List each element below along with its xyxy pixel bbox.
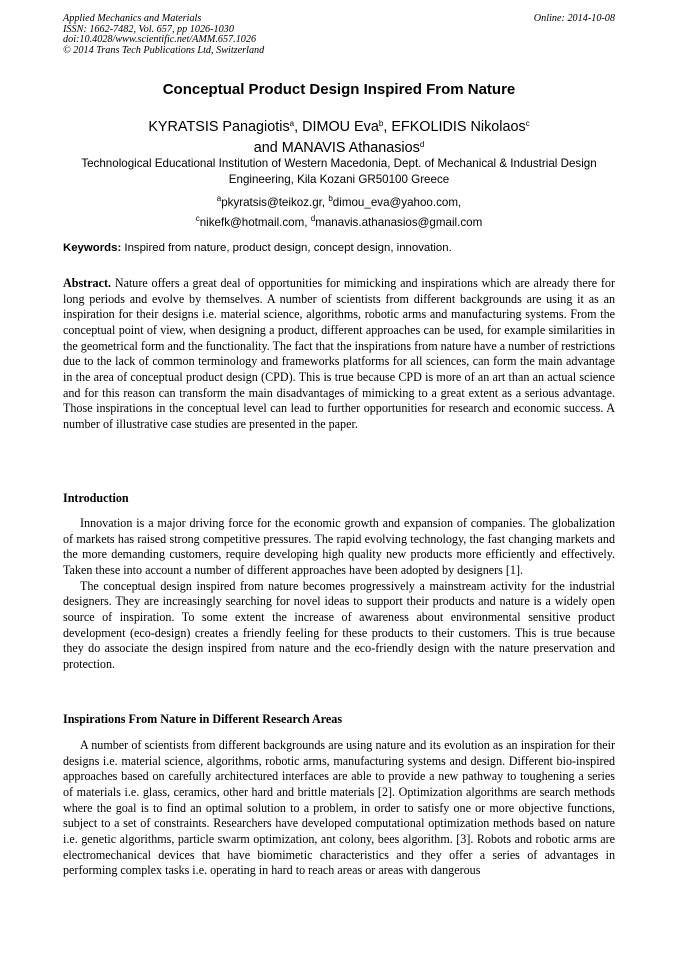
email-address: dimou_eva@yahoo.com <box>332 196 458 209</box>
author-list <box>0 115 678 157</box>
email-separator: , <box>458 196 462 209</box>
paragraph: The conceptual design inspired from nature becomes progressively a mainstream activity for the industrial designers. They are increasingly searching for novel ideas to support their products and nature is a widely open source of inspiration. To some extent the increase of awareness about environmental sensitive product development (eco-design) creates a friendly feeling for these products to their customers. This is true because they do associate the design inspired from nature and the eco-friendly design with the nature preservation and protection. <box>63 578 615 671</box>
section-heading-inspirations: Inspirations From Nature in Different Research Areas <box>63 712 343 726</box>
author-name: EFKOLIDIS Nikolaos <box>391 119 526 135</box>
author-name: DIMOU Eva <box>302 119 379 135</box>
email-address: nikefk@hotmail.com <box>199 216 305 229</box>
author-separator: , <box>383 119 392 135</box>
author-separator: , <box>294 119 303 135</box>
affiliation: Technological Educational Institution of Western Macedonia, Dept. of Mechanical & Industrial Design Engineering, Kila Kozani GR50100 Greece <box>81 157 597 186</box>
online-date: Online: 2014-10-08 <box>533 13 615 24</box>
doi-line: doi:10.4028/www.scientific.net/AMM.657.1026 <box>63 34 257 46</box>
author-name: MANAVIS Athanasios <box>281 140 420 156</box>
email-mark: b <box>328 194 333 203</box>
keywords-label: Keywords: <box>63 242 122 254</box>
author-and: and <box>253 140 282 156</box>
abstract-text: Nature offers a great deal of opportunities for mimicking and inspirations which are already there for long periods and evolve by themselves. A number of scientists from different backgrounds are using it as an inspiration for their designs i.e. material science, algorithms, robotic arms and manufacturing systems. From the conceptual point of view, when designing a product, different approaches can be used, for example similarities in the geometrical form and the functionality. The fact that the inspirations from nature have a number of restrictions due to the lack of common terminology and frameworks platforms for all sciences, can form the main advantage in the area of conceptual product design (CPD). This is true because CPD is more of an art than an actual science and for this reason can transform the main disadvantages of mimicking to a great extent as a serious advantage. Those inspirations in the conceptual level can lead to further opportunities for research and economic success. A number of illustrative case studies are presented in the paper. <box>63 276 615 431</box>
email-separator: , <box>321 196 329 209</box>
section-heading-introduction: Introduction <box>63 491 129 505</box>
author-name: KYRATSIS Panagiotis <box>148 119 290 135</box>
email-address: manavis.athanasios@gmail.com <box>315 216 483 229</box>
journal-name: Applied Mechanics and Materials <box>63 13 202 24</box>
email-mark: d <box>310 214 316 223</box>
author-line-2 <box>0 136 678 157</box>
email-list <box>63 191 615 231</box>
email-line-1 <box>63 191 615 211</box>
paper-title: Conceptual Product Design Inspired From Nature <box>162 81 516 98</box>
email-line-2 <box>63 211 615 231</box>
keywords-text: Inspired from nature, product design, concept design, innovation. <box>121 242 452 254</box>
abstract-label: Abstract. <box>63 276 112 290</box>
abstract <box>63 276 615 433</box>
email-address: pkyratsis@teikoz.gr <box>221 196 322 209</box>
email-mark: c <box>195 214 200 223</box>
author-mark: c <box>525 119 530 128</box>
author-mark: a <box>289 119 295 128</box>
issn-line: ISSN: 1662-7482, Vol. 657, pp 1026-1030 <box>63 23 234 35</box>
author-mark: d <box>419 140 425 149</box>
keywords <box>63 240 615 256</box>
paragraph: Innovation is a major driving force for the economic growth and expansion of companies. The globalization of markets has raised strong competitive pressures. The rapid evolving technology, the fast changing markets and the more demanding customers, require developing high quality new products more efficiently and effectively. Taken these into account a number of different approaches have been adopted by designers [1]. <box>63 516 615 577</box>
section-inspirations <box>63 738 615 879</box>
section-introduction <box>63 516 615 673</box>
paragraph: A number of scientists from different backgrounds are using nature and its evolution as an inspiration for their designs i.e. material science, algorithms, robotic arms, manufacturing systems and design. Different bio-inspired approaches based on carefully architectured interfaces are able to provide a new pathway to toughening a series of materials i.e. glass, ceramics, other hard and brittle materials [2]. Optimization algorithms are search methods where the goal is to find an optimal solution to a problem, in order to satisfy one or more objective functions, subject to a set of constraints. Researchers have developed computational optimization methods based on nature i.e. genetic algorithms, particle swarm optimization, ant colony, bees algorithm. [3]. Robots and robotic arms are electromechanical devices that have biomimetic characteristics and they offer a series of advantages in performing complex tasks i.e. operating in hard to reach areas or areas with dangerous <box>63 738 615 878</box>
email-separator: , <box>304 216 311 229</box>
author-mark: b <box>378 119 384 128</box>
copyright-line: © 2014 Trans Tech Publications Ltd, Switzerland <box>63 44 265 56</box>
author-line-1 <box>0 115 678 136</box>
email-mark: a <box>216 194 222 203</box>
journal-header <box>63 14 264 56</box>
